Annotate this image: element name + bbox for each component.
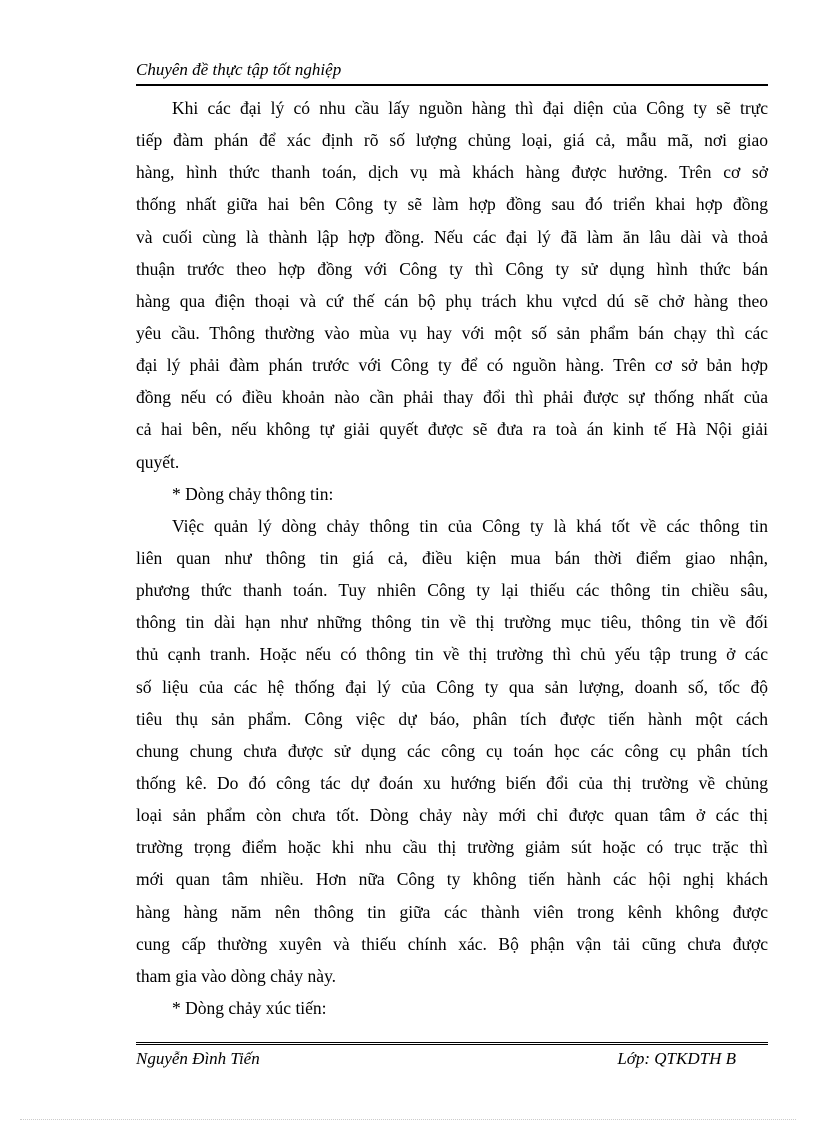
running-footer bbox=[136, 1049, 736, 1069]
text-line: thủ cạnh tranh. Hoặc nếu có thông tin về thị trường thì chủ yếu tập trung ở các bbox=[136, 644, 768, 665]
text-line: đại lý phải đàm phán trước với Công ty để có nguồn hàng. Trên cơ sở bản hợp bbox=[136, 355, 768, 376]
text-line: thuận trước theo hợp đồng với Công ty thì Công ty sử dụng hình thức bán bbox=[136, 258, 768, 279]
text-line: liên quan như thông tin giá cả, điều kiện mua bán thời điểm giao nhận, bbox=[136, 547, 768, 568]
text-line: và cuối cùng là thành lập hợp đồng. Nếu các đại lý đã làm ăn lâu dài và thoả bbox=[136, 226, 768, 247]
text-line: yêu cầu. Thông thường vào mùa vụ hay với một số sản phẩm bán chạy thì các bbox=[136, 322, 768, 343]
text-line: thông tin dài hạn như những thông tin về thị trường mục tiêu, thông tin về đối bbox=[136, 612, 768, 633]
text-line: * Dòng chảy thông tin: bbox=[172, 483, 334, 504]
paragraph bbox=[136, 478, 768, 510]
text-line: Khi các đại lý có nhu cầu lấy nguồn hàng thì đại diện của Công ty sẽ trực bbox=[172, 98, 768, 118]
text-line: quyết. bbox=[136, 451, 180, 472]
text-line: * Dòng chảy xúc tiến: bbox=[172, 997, 327, 1018]
footer-rule bbox=[136, 1042, 768, 1045]
footer-author: Nguyễn Đình Tiến bbox=[136, 1049, 260, 1068]
text-line: thống nhất giữa hai bên Công ty sẽ làm hợp đồng sau đó triển khai hợp đồng bbox=[136, 194, 768, 215]
text-line: hàng hàng năm nên thông tin giữa các thành viên trong kênh không được bbox=[136, 901, 768, 922]
text-line: cả hai bên, nếu không tự giải quyết được sẽ đưa ra toà án kinh tế Hà Nội giải bbox=[136, 419, 768, 440]
paragraph bbox=[136, 992, 768, 1024]
text-line: tiêu thụ sản phẩm. Công việc dự báo, phân tích được tiến hành một cách bbox=[136, 708, 768, 729]
page-boundary bbox=[20, 1119, 796, 1120]
text-line: chung chung chưa được sử dụng các công cụ toán học các công cụ phân tích bbox=[136, 740, 768, 761]
text-line: thống kê. Do đó công tác dự đoán xu hướng biến đổi của thị trường về chủng bbox=[136, 772, 768, 793]
paragraph bbox=[136, 510, 768, 992]
text-line: tham gia vào dòng chảy này. bbox=[136, 965, 337, 986]
text-line: cung cấp thường xuyên và thiếu chính xác. Bộ phận vận tải cũng chưa được bbox=[136, 933, 768, 954]
header-rule bbox=[136, 84, 768, 86]
text-line: loại sản phẩm còn chưa tốt. Dòng chảy này mới chỉ được quan tâm ở các thị bbox=[136, 805, 768, 826]
text-line: đồng nếu có điều khoản nào cần phải thay đổi thì phải được sự thống nhất của bbox=[136, 387, 768, 408]
text-line: hàng, hình thức thanh toán, dịch vụ mà khách hàng được hưởng. Trên cơ sở bbox=[136, 162, 768, 183]
document-body bbox=[136, 92, 768, 1024]
running-header: Chuyên đề thực tập tốt nghiệp bbox=[136, 60, 342, 79]
paragraph bbox=[136, 92, 768, 478]
text-line: số liệu của các hệ thống đại lý của Công ty qua sản lượng, doanh số, tốc độ bbox=[136, 676, 768, 697]
footer-class: Lớp: QTKDTH B bbox=[617, 1049, 736, 1068]
text-line: mới quan tâm nhiều. Hơn nữa Công ty không tiến hành các hội nghị khách bbox=[136, 869, 768, 890]
text-line: trường trọng điểm hoặc khi nhu cầu thị trường giảm sút hoặc có trục trặc thì bbox=[136, 837, 768, 858]
text-line: Việc quản lý dòng chảy thông tin của Công ty là khá tốt về các thông tin bbox=[172, 515, 768, 536]
text-line: tiếp đàm phán để xác định rõ số lượng chủng loại, giá cả, mẫu mã, nơi giao bbox=[136, 130, 768, 151]
text-line: phương thức thanh toán. Tuy nhiên Công ty lại thiếu các thông tin chiều sâu, bbox=[136, 580, 768, 601]
text-line: hàng qua điện thoại và cứ thế cán bộ phụ trách khu vựcd dú sẽ chở hàng theo bbox=[136, 290, 768, 311]
